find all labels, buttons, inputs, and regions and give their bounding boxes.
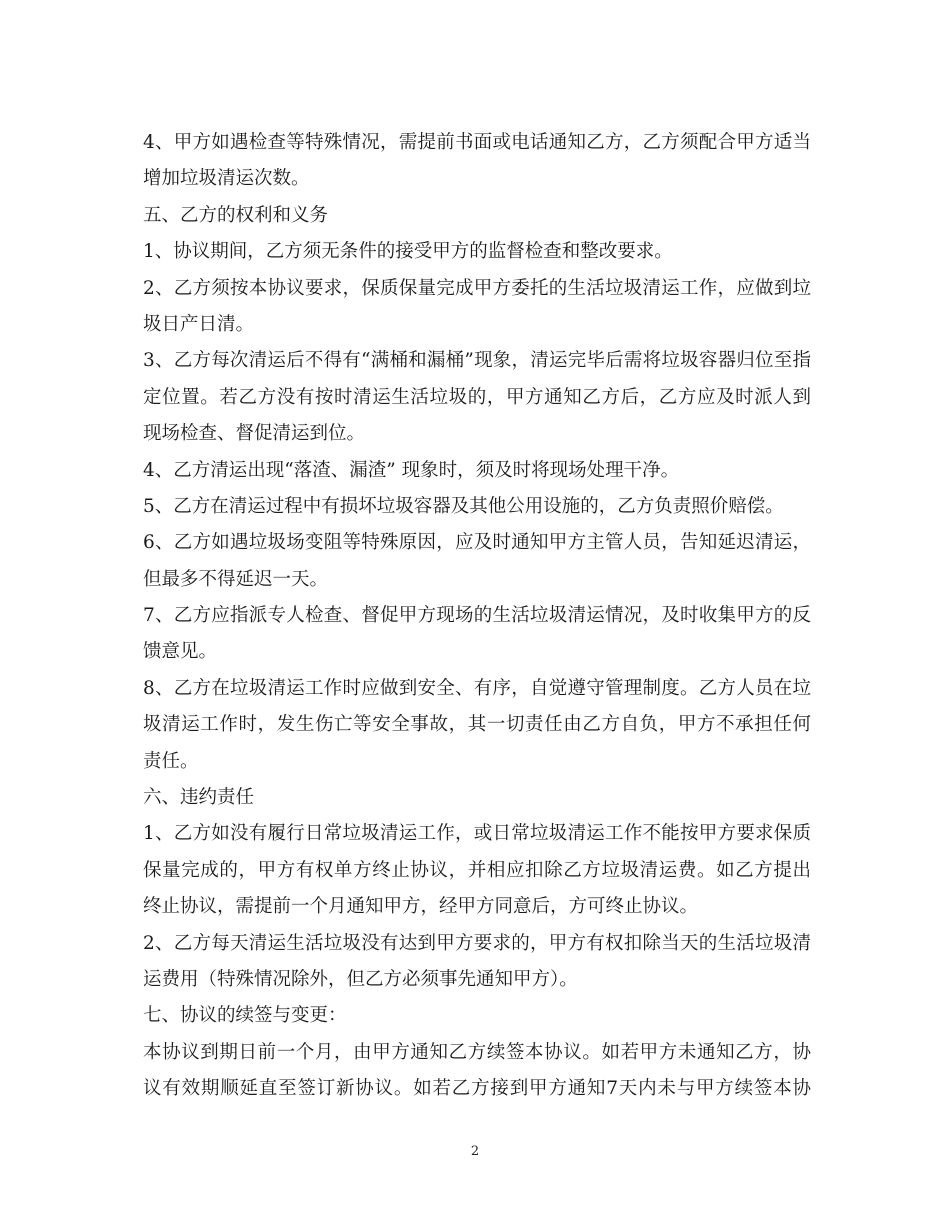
- text-line: 六、违约责任: [143, 787, 255, 809]
- text-line: 本协议到期日前一个月，由甲方通知乙方续签本协议。如若甲方未通知乙方，协: [143, 1041, 811, 1063]
- text-line: 圾清运工作时，发生伤亡等安全事故，其一切责任由乙方自负，甲方不承担任何: [143, 714, 811, 736]
- page-number: 2: [470, 1144, 480, 1159]
- text-line: 8、乙方在垃圾清运工作时应做到安全、有序，自觉遵守管理制度。乙方人员在垃: [143, 677, 811, 699]
- text-line: 馈意见。: [143, 641, 218, 663]
- text-line: 6、乙方如遇垃圾场变阻等特殊原因，应及时通知甲方主管人员，告知延迟清运，: [143, 532, 811, 554]
- text-line: 3、乙方每次清运后不得有“满桶和漏桶”现象，清运完毕后需将垃圾容器归位至指: [143, 350, 811, 372]
- text-line: 增加垃圾清运次数。: [143, 168, 310, 190]
- text-line: 保量完成的，甲方有权单方终止协议，并相应扣除乙方垃圾清运费。如乙方提出: [143, 859, 811, 881]
- text-line: 但最多不得延迟一天。: [143, 568, 329, 590]
- text-line: 现场检查、督促清运到位。: [143, 423, 366, 445]
- text-line: 1、协议期间，乙方须无条件的接受甲方的监督检查和整改要求。: [143, 241, 673, 263]
- text-line: 2、乙方每天清运生活垃圾没有达到甲方要求的，甲方有权扣除当天的生活垃圾清: [143, 932, 811, 954]
- text-line: 2、乙方须按本协议要求，保质保量完成甲方委托的生活垃圾清运工作，应做到垃: [143, 277, 811, 299]
- text-line: 1、乙方如没有履行日常垃圾清运工作，或日常垃圾清运工作不能按甲方要求保质: [143, 823, 811, 845]
- text-line: 运费用（特殊情况除外，但乙方必须事先通知甲方）。: [143, 968, 578, 990]
- text-line: 5、乙方在清运过程中有损坏垃圾容器及其他公用设施的，乙方负责照价赔偿。: [143, 495, 784, 517]
- text-line: 圾日产日清。: [143, 313, 255, 335]
- text-line: 五、乙方的权利和义务: [143, 204, 329, 226]
- document-body: [143, 125, 811, 1108]
- text-line: 定位置。若乙方没有按时清运生活垃圾的，甲方通知乙方后，乙方应及时派人到: [143, 386, 811, 408]
- text-line: 七、协议的续签与变更：: [143, 1005, 347, 1027]
- text-line: 4、甲方如遇检查等特殊情况，需提前书面或电话通知乙方，乙方须配合甲方适当: [143, 132, 811, 153]
- text-line: 终止协议，需提前一个月通知甲方，经甲方同意后，方可终止协议。: [143, 896, 699, 918]
- text-line: 责任。: [143, 750, 199, 772]
- text-line: 议有效期顺延直至签订新协议。如若乙方接到甲方通知7天内未与甲方续签本协: [143, 1078, 811, 1100]
- text-line: 7、乙方应指派专人检查、督促甲方现场的生活垃圾清运情况，及时收集甲方的反: [143, 605, 811, 627]
- text-line: 4、乙方清运出现“落渣、漏渣” 现象时，须及时将现场处理干净。: [143, 459, 680, 481]
